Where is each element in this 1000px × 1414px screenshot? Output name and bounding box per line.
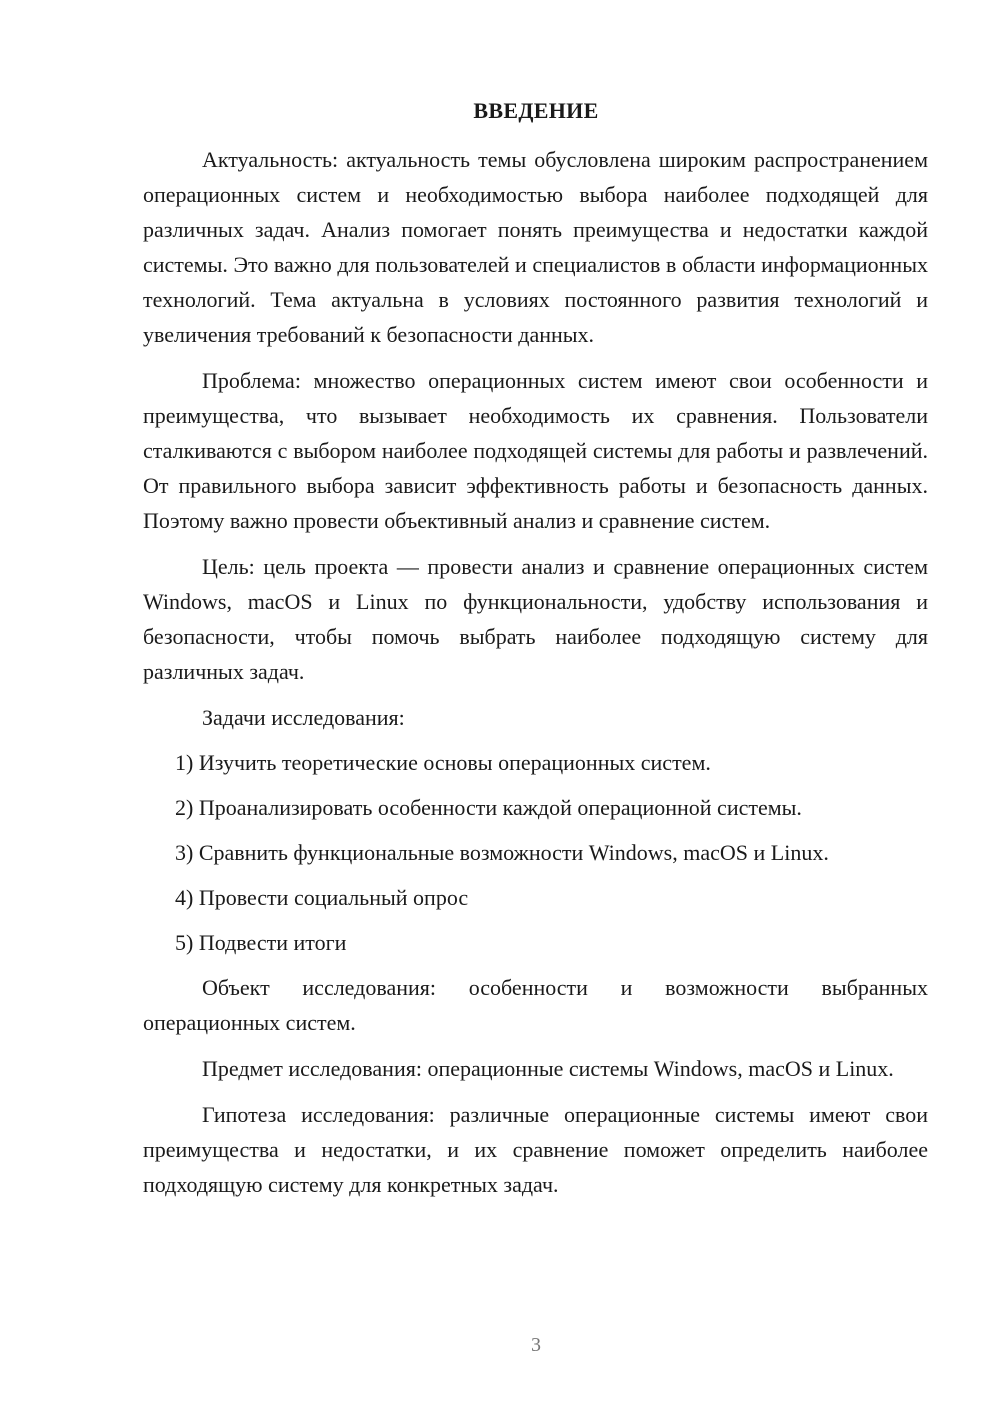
list-item: 5) Подвести итоги — [175, 930, 347, 955]
hypothesis-paragraph: Гипотеза исследования: различные операционные системы имеют свои преимущества и недостатки, и их сравнение поможет определить наиболее подходящую систему для конкретных задач. — [143, 1102, 928, 1197]
page-number: 3 — [531, 1334, 541, 1356]
object-paragraph: Объект исследования: особенности и возможности выбранных операционных систем. — [143, 975, 928, 1035]
tasks-list — [143, 745, 928, 960]
goal-paragraph: Цель: цель проекта — провести анализ и сравнение операционных систем Windows, macOS и Linux по функциональности, удобству использования и безопасности, чтобы помочь выбрать наиболее подходящую систему для различных задач. — [143, 554, 928, 684]
page-title: ВВЕДЕНИЕ — [473, 98, 599, 123]
list-item: 2) Проанализировать особенности каждой операционной системы. — [175, 795, 802, 820]
list-item: 4) Провести социальный опрос — [175, 885, 469, 910]
subject-paragraph: Предмет исследования: операционные системы Windows, macOS и Linux. — [202, 1056, 894, 1081]
list-item: 3) Сравнить функциональные возможности Windows, macOS и Linux. — [175, 840, 829, 865]
relevance-paragraph: Актуальность: актуальность темы обусловлена широким распространением операционных систем и необходимостью выбора наиболее подходящей для различных задач. Анализ помогает понять преимущества и недостатки каждой системы. Это важно для пользователей и специалистов в области информационных технологий. Тема актуальна в условиях постоянного развития технологий и увеличения требований к безопасности данных. — [143, 147, 928, 347]
tasks-heading: Задачи исследования: — [202, 705, 405, 730]
problem-paragraph: Проблема: множество операционных систем имеют свои особенности и преимущества, что вызывает необходимость их сравнения. Пользователи сталкиваются с выбором наиболее подходящей системы для работы и развлечений. От правильного выбора зависит эффективность работы и безопасность данных. Поэтому важно провести объективный анализ и сравнение систем. — [143, 368, 928, 533]
list-item: 1) Изучить теоретические основы операционных систем. — [175, 750, 711, 775]
body-text — [143, 142, 928, 1213]
